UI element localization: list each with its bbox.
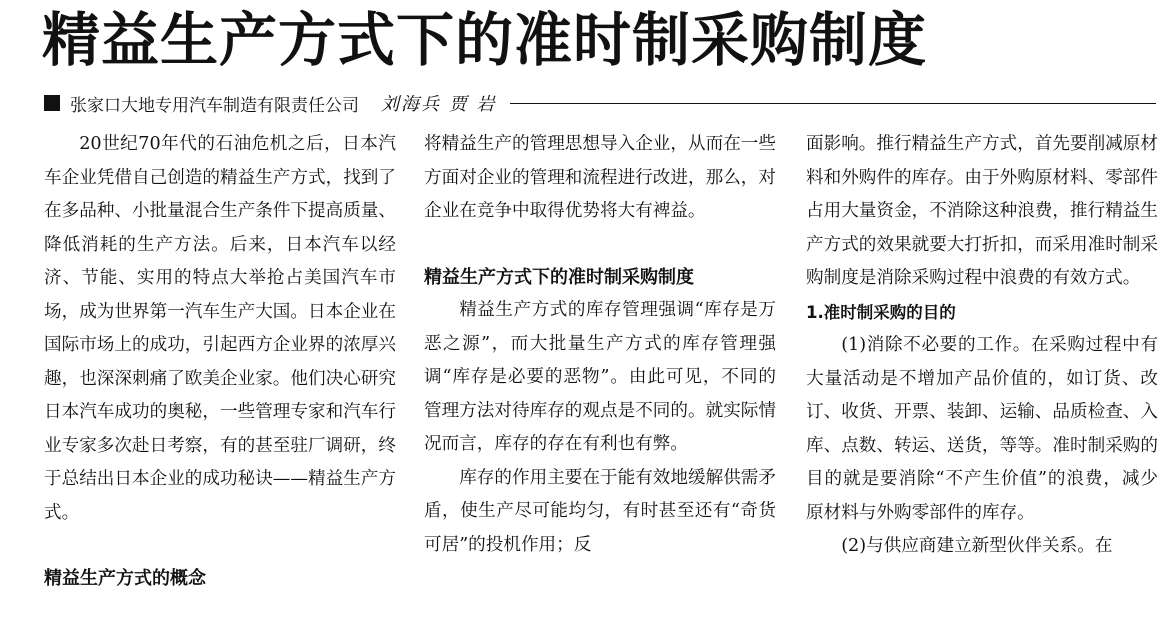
paragraph: 20世纪70年代的石油危机之后，日本汽车企业凭借自己创造的精益生产方式，找到了在多品种、小批量混合生产条件下提高质量、降低消耗的生产方法。后来，日本汽车以经济、节能、实用的特点大举抢占美国汽车市场，成为世界第一汽车生产大国。日本企业在国际市场上的成功，引起西方企业界的浓厚兴趣，也深深刺痛了欧美企业家。他们决心研究日本汽车成功的奥秘，一些管理专家和汽车行业专家多次赴日考察，有的甚至驻厂调研，终于总结出日本企业的成功秘诀——精益生产方式。 <box>44 134 396 523</box>
column-1 <box>44 128 396 596</box>
paragraph: 库存的作用主要在于能有效地缓解供需矛盾，使生产尽可能均匀，有时甚至还有“奇货可居”的投机作用；反 <box>424 467 776 555</box>
byline <box>44 90 1156 116</box>
article-title: 精益生产方式下的准时制采购制度 <box>42 6 928 74</box>
byline-marker <box>44 95 60 111</box>
subsection-heading: 1.准时制采购的目的 <box>806 302 956 322</box>
section-heading: 精益生产方式下的准时制采购制度 <box>424 266 694 288</box>
paragraph: 面影响。推行精益生产方式，首先要削减原材料和外购件的库存。由于外购原材料、零部件占用大量资金，不消除这种浪费，推行精益生产方式的效果就要大打折扣，而采用准时制采购制度是消除采购过程中浪费的有效方式。 <box>806 134 1158 288</box>
section-heading: 精益生产方式的概念 <box>44 568 206 589</box>
affiliation: 张家口大地专用汽车制造有限责任公司 <box>70 95 359 116</box>
authors: 刘海兵 贾 岩 <box>381 94 497 115</box>
paragraph: 将精益生产的管理思想导入企业，从而在一些方面对企业的管理和流程进行改进，那么，对企业在竞争中取得优势将大有裨益。 <box>424 134 776 221</box>
paragraph: 精益生产方式的库存管理强调“库存是万恶之源”，而大批量生产方式的库存管理强调“库存是必要的恶物”。由此可见，不同的管理方法对待库存的观点是不同的。就实际情况而言，库存的存在有利也有弊。 <box>424 300 776 454</box>
paragraph: (2)与供应商建立新型伙伴关系。在 <box>841 536 1113 556</box>
column-2 <box>424 128 776 562</box>
paragraph: (1)消除不必要的工作。在采购过程中有大量活动是不增加产品价值的，如订货、改订、收货、开票、装卸、运输、品质检查、入库、点数、转运、送货，等等。准时制采购的目的就是要消除“不产生价值”的浪费，减少原材料与外购零部件的库存。 <box>806 335 1158 523</box>
column-3 <box>806 128 1158 564</box>
byline-rule <box>510 103 1156 104</box>
